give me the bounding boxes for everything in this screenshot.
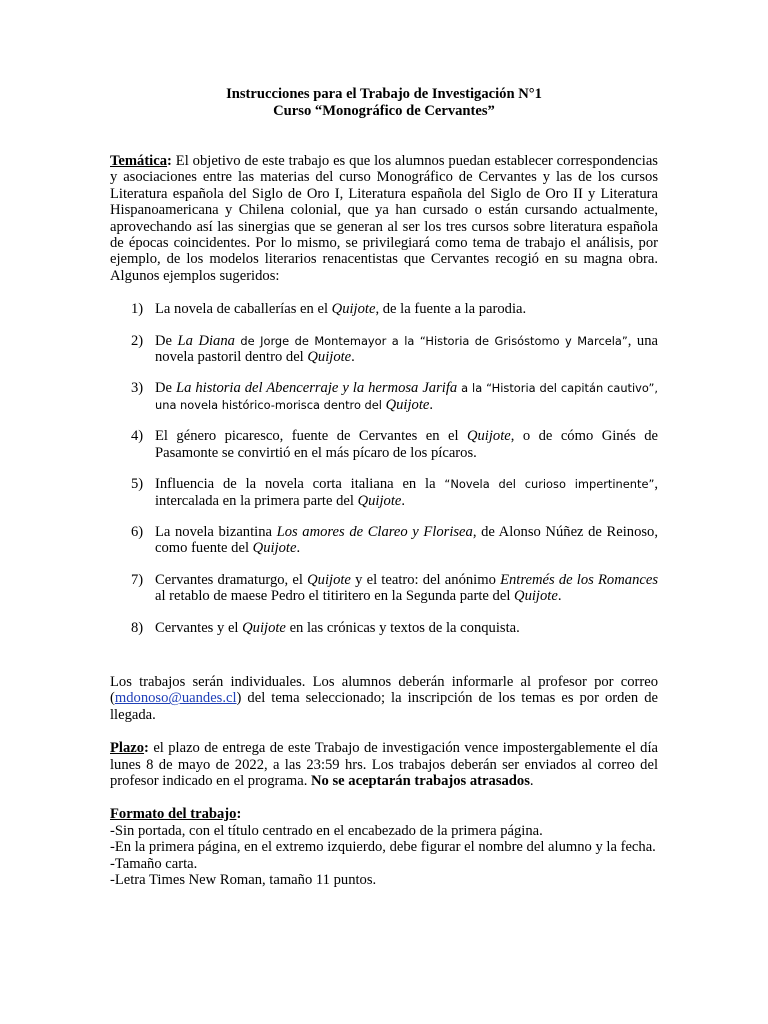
list-item: 5) Influencia de la novela corta italiana en la “Novela del curioso impertinente”, intercalada en la primera parte del Quijote. xyxy=(131,476,659,509)
list-item: 6) La novela bizantina Los amores de Clareo y Florisea, de Alonso Núñez de Reinoso, como fuente del Quijote. xyxy=(131,523,658,557)
title-line-1: Instrucciones para el Trabajo de Investigación N°1 xyxy=(226,86,542,102)
list-item: 3) De La historia del Abencerraje y la hermosa Jarifa a la “Historia del capitán cautivo”, una novela histórico-morisca dentro del Quijote. xyxy=(131,380,659,413)
examples-list xyxy=(110,301,658,636)
plazo-warning: No se aceptarán trabajos atrasados xyxy=(311,772,530,789)
formato-line: -Sin portada, con el título centrado en el encabezado de la primera página. xyxy=(110,822,543,839)
document-page xyxy=(110,86,658,888)
individuales-paragraph: Los trabajos serán individuales. Los alumnos deberán informarle al profesor por correo (mdonoso@uandes.cl) del tema seleccionado; la inscripción de los temas es por orden de llegada. xyxy=(110,673,658,723)
tematica-paragraph: Temática: El objetivo de este trabajo es que los alumnos puedan establecer correspondencias y asociaciones entre las materias del curso Monográfico de Cervantes y las de los cursos Literatura española del Siglo de Oro I, Literatura española del Siglo de Oro II y Literatura Hispanoamericana y Chilena colonial, que ya han cursado o están cursando actualmente, aprovechando así las sinergias que se generan al ser los tres cursos sobre literatura española de épocas coincidentes. Por lo mismo, se privilegiará como tema de trabajo el análisis, por ejemplo, de los modelos literarios renacentistas que Cervantes recogió en su magna obra. Algunos ejemplos sugeridos: xyxy=(110,153,658,284)
list-item: 7) Cervantes dramaturgo, el Quijote y el teatro: del anónimo Entremés de los Romances al retablo de maese Pedro el titiritero en la Segunda parte del Quijote. xyxy=(131,571,658,605)
plazo-paragraph: Plazo: el plazo de entrega de este Trabajo de investigación vence impostergablemente el día lunes 8 de mayo de 2022, a las 23:59 hrs. Los trabajos deberán ser enviados al correo del profesor indicado en el programa. No se aceptarán trabajos atrasados. xyxy=(110,740,658,789)
list-item: 2) De La Diana de Jorge de Montemayor a la “Historia de Grisóstomo y Marcela”, una novela pastoril dentro del Quijote. xyxy=(131,332,659,366)
formato-line: -Tamaño carta. xyxy=(110,855,198,872)
formato-label: Formato del trabajo xyxy=(110,806,237,823)
formato-line: -Letra Times New Roman, tamaño 11 puntos. xyxy=(110,872,377,888)
formato-line: -En la primera página, en el extremo izquierdo, debe figurar el nombre del alumno y la fecha. xyxy=(110,839,656,856)
list-item: 8) Cervantes y el Quijote en las crónicas y textos de la conquista. xyxy=(131,619,520,636)
list-item: 1) La novela de caballerías en el Quijote, de la fuente a la parodia. xyxy=(131,301,527,318)
formato-section: Formato del trabajo: -Sin portada, con el título centrado en el encabezado de la primera página. -En la primera página, en el extremo izquierdo, debe figurar el nombre del alumno y la fecha. -Tamaño carta. -Letra Times New Roman, tamaño 11 puntos. xyxy=(110,806,658,888)
email-link[interactable]: mdonoso@uandes.cl xyxy=(114,690,237,707)
plazo-label: Plazo xyxy=(110,740,145,757)
tematica-text: El objetivo de este trabajo es que los alumnos puedan establecer correspondencias y asociaciones entre las materias del curso Monográfico de Cervantes y las de los cursos Literatura española del Siglo de Oro I, Literatura española del Siglo de Oro II y Literatura Hispanoamericana y Chilena colonial, que ya han cursado o están cursando actualmente, aprovechando así las sinergias que se generan al ser los tres cursos sobre literatura española de épocas coincidentes. Por lo mismo, se privilegiará como tema de trabajo el análisis, por ejemplo, de los modelos literarios renacentistas que Cervantes recogió en su magna obra. Algunos ejemplos sugeridos: xyxy=(110,153,658,284)
tematica-label: Temática xyxy=(110,153,168,169)
title-line-2: Curso “Monográfico de Cervantes” xyxy=(273,103,495,119)
list-item: 4) El género picaresco, fuente de Cervantes en el Quijote, o de cómo Ginés de Pasamonte se convirtió en el más pícaro de los pícaros. xyxy=(131,428,658,461)
document-title xyxy=(110,86,658,120)
